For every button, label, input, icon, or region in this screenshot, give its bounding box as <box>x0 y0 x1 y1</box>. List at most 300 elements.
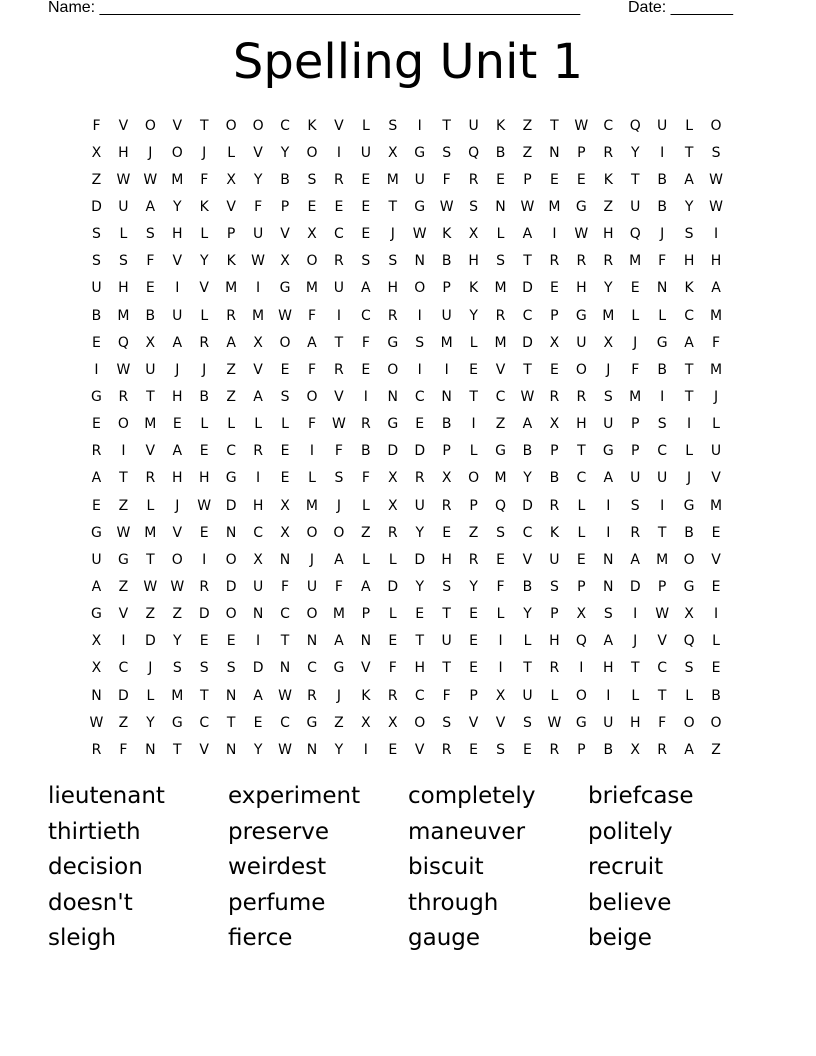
grid-letter: J <box>660 226 665 243</box>
word-list-item: decision <box>48 854 143 880</box>
grid-letter: Z <box>226 388 236 405</box>
grid-letter: O <box>117 416 129 433</box>
grid-letter: W <box>143 171 158 188</box>
word-bank <box>48 780 768 958</box>
grid-letter: Y <box>334 741 344 758</box>
grid-letter: N <box>495 198 506 215</box>
grid-letter: W <box>709 171 723 188</box>
grid-letter: R <box>91 443 102 460</box>
grid-letter: I <box>633 606 638 623</box>
word-list-item: recruit <box>588 854 664 880</box>
grid-letter: A <box>522 416 533 433</box>
grid-letter: T <box>684 361 694 378</box>
grid-letter: P <box>523 171 532 188</box>
grid-row <box>83 221 730 248</box>
grid-letter: I <box>256 280 261 297</box>
grid-letter: Z <box>118 497 129 514</box>
grid-letter: G <box>387 334 399 351</box>
grid-letter: G <box>602 443 614 460</box>
grid-letter: H <box>549 633 560 650</box>
grid-letter: V <box>711 470 721 487</box>
grid-letter: T <box>119 470 128 487</box>
grid-letter: C <box>307 660 317 677</box>
grid-letter: M <box>548 198 561 215</box>
grid-letter: S <box>172 660 182 677</box>
grid-letter: E <box>253 714 263 731</box>
grid-letter: F <box>712 334 721 351</box>
grid-letter: I <box>713 226 719 243</box>
grid-letter: E <box>549 171 559 188</box>
grid-letter: J <box>336 687 341 704</box>
grid-letter: A <box>307 334 317 351</box>
grid-letter: E <box>388 741 398 758</box>
grid-letter: U <box>252 226 264 243</box>
grid-letter: F <box>281 578 290 595</box>
grid-letter: E <box>361 198 371 215</box>
grid-letter: B <box>522 578 533 595</box>
grid-letter: R <box>549 388 560 405</box>
grid-letter: R <box>468 551 479 568</box>
grid-letter: E <box>415 606 425 623</box>
grid-letter: X <box>387 470 398 487</box>
grid-letter: Y <box>415 524 424 541</box>
grid-letter: P <box>577 144 586 161</box>
grid-row <box>83 601 730 628</box>
grid-letter: G <box>656 334 668 351</box>
grid-letter: D <box>629 578 641 595</box>
grid-letter: V <box>657 633 667 650</box>
grid-letter: I <box>713 606 719 623</box>
grid-letter: L <box>361 497 370 514</box>
grid-letter: M <box>305 497 319 514</box>
grid-letter: R <box>387 524 398 541</box>
grid-letter: L <box>550 687 559 704</box>
grid-letter: E <box>280 361 290 378</box>
grid-letter: R <box>226 307 237 324</box>
grid-letter: E <box>92 334 101 351</box>
grid-letter: D <box>198 606 210 623</box>
grid-letter: H <box>172 470 183 487</box>
grid-letter: T <box>334 334 344 351</box>
grid-letter: R <box>118 388 129 405</box>
grid-letter: C <box>226 443 237 460</box>
grid-letter: H <box>118 280 129 297</box>
grid-letter: H <box>603 226 614 243</box>
grid-letter: B <box>91 307 102 324</box>
grid-letter: U <box>91 280 102 297</box>
grid-letter: Y <box>469 578 478 595</box>
grid-letter: I <box>606 497 611 514</box>
grid-letter: M <box>709 361 723 378</box>
grid-letter: H <box>576 280 587 297</box>
grid-letter: O <box>575 361 587 378</box>
grid-letter: R <box>603 144 614 161</box>
grid-letter: I <box>94 361 99 378</box>
grid-letter: E <box>630 280 640 297</box>
grid-letter: I <box>336 144 341 161</box>
grid-letter: D <box>414 443 426 460</box>
grid-letter: E <box>576 551 586 568</box>
grid-letter: Q <box>575 633 587 650</box>
grid-letter: E <box>199 524 209 541</box>
grid-letter: G <box>91 606 102 623</box>
grid-letter: G <box>279 280 291 297</box>
grid-letter: O <box>710 714 722 731</box>
grid-letter: W <box>331 416 346 433</box>
grid-letter: S <box>496 524 505 541</box>
grid-letter: A <box>684 334 694 351</box>
grid-letter: O <box>225 551 237 568</box>
grid-letter: J <box>175 497 180 514</box>
word-list-item: briefcase <box>588 783 694 809</box>
grid-letter: T <box>146 551 155 568</box>
grid-letter: M <box>709 497 723 514</box>
grid-letter: M <box>494 334 507 351</box>
grid-letter: T <box>577 443 586 460</box>
grid-letter: T <box>388 198 398 215</box>
grid-letter: O <box>252 117 264 134</box>
grid-letter: M <box>171 171 184 188</box>
grid-letter: E <box>361 226 371 243</box>
grid-letter: N <box>414 253 425 270</box>
grid-letter: E <box>361 361 371 378</box>
grid-letter: C <box>280 117 290 134</box>
grid-letter: E <box>469 606 479 623</box>
grid-letter: I <box>202 551 207 568</box>
grid-letter: W <box>574 226 589 243</box>
grid-letter: Y <box>604 280 613 297</box>
grid-letter: D <box>144 633 156 650</box>
grid-row <box>83 492 730 519</box>
grid-letter: X <box>280 524 290 541</box>
grid-row <box>83 682 730 709</box>
grid-letter: X <box>549 334 560 351</box>
grid-letter: I <box>444 361 449 378</box>
grid-letter: W <box>170 578 185 595</box>
grid-letter: W <box>89 714 104 731</box>
grid-letter: U <box>576 334 587 351</box>
grid-letter: G <box>117 551 129 568</box>
grid-letter: X <box>630 741 641 758</box>
grid-letter: F <box>658 714 667 731</box>
grid-letter: M <box>225 280 238 297</box>
word-list-item: maneuver <box>408 818 526 845</box>
grid-letter: O <box>387 361 399 378</box>
grid-letter: L <box>577 524 586 541</box>
grid-letter: E <box>199 633 209 650</box>
grid-letter: W <box>116 361 131 378</box>
grid-row <box>83 356 730 383</box>
grid-letter: X <box>91 660 102 677</box>
grid-letter: T <box>550 117 559 134</box>
grid-letter: G <box>306 714 318 731</box>
grid-letter: U <box>91 551 102 568</box>
grid-letter: D <box>225 578 237 595</box>
grid-letter: Z <box>334 714 344 731</box>
grid-letter: S <box>415 334 425 351</box>
grid-letter: W <box>251 253 266 270</box>
grid-letter: S <box>388 117 398 134</box>
grid-letter: L <box>496 606 505 623</box>
grid-letter: C <box>495 388 506 405</box>
grid-letter: E <box>523 741 532 758</box>
grid-letter: E <box>549 280 559 297</box>
grid-letter: B <box>684 524 694 541</box>
grid-letter: X <box>91 633 102 650</box>
grid-letter: K <box>226 253 236 270</box>
grid-letter: C <box>253 524 263 541</box>
grid-letter: A <box>91 578 102 595</box>
word-list-item: weirdest <box>228 854 327 880</box>
grid-letter: M <box>252 307 265 324</box>
grid-letter: U <box>603 714 614 731</box>
grid-letter: T <box>199 687 209 704</box>
grid-letter: L <box>712 416 720 433</box>
grid-letter: K <box>469 280 479 297</box>
grid-letter: F <box>92 117 101 134</box>
word-list-item: lieutenant <box>48 783 165 809</box>
grid-letter: V <box>334 388 344 405</box>
grid-letter: G <box>683 497 695 514</box>
grid-letter: N <box>252 606 264 623</box>
grid-letter: L <box>631 307 640 324</box>
grid-letter: Y <box>469 307 478 324</box>
grid-letter: B <box>522 443 533 460</box>
grid-letter: W <box>520 388 535 405</box>
grid-letter: F <box>200 171 209 188</box>
grid-row <box>83 329 730 356</box>
grid-letter: H <box>683 253 695 270</box>
grid-letter: C <box>414 388 425 405</box>
grid-letter: V <box>172 117 183 134</box>
grid-letter: M <box>709 307 723 324</box>
grid-letter: W <box>116 524 131 541</box>
grid-letter: H <box>414 660 425 677</box>
grid-letter: A <box>603 633 614 650</box>
grid-letter: N <box>306 633 318 650</box>
grid-letter: H <box>172 388 183 405</box>
grid-letter: V <box>253 144 263 161</box>
grid-letter: U <box>306 578 318 595</box>
grid-letter: E <box>469 633 479 650</box>
grid-letter: R <box>414 470 425 487</box>
grid-letter: D <box>225 497 237 514</box>
grid-letter: X <box>495 687 506 704</box>
grid-letter: H <box>387 280 399 297</box>
grid-letter: H <box>576 416 587 433</box>
grid-letter: S <box>388 253 398 270</box>
grid-letter: X <box>387 497 398 514</box>
grid-letter: Z <box>118 714 129 731</box>
grid-letter: O <box>171 551 183 568</box>
grid-letter: E <box>496 171 505 188</box>
grid-letter: R <box>334 171 344 188</box>
grid-letter: S <box>226 660 236 677</box>
grid-letter: S <box>603 388 613 405</box>
grid-letter: S <box>469 198 479 215</box>
grid-letter: T <box>226 714 236 731</box>
grid-letter: P <box>550 307 559 324</box>
grid-letter: H <box>252 497 264 514</box>
grid-letter: N <box>225 524 237 541</box>
grid-letter: R <box>549 497 560 514</box>
grid-letter: T <box>173 741 182 758</box>
grid-letter: N <box>360 633 372 650</box>
grid-letter: E <box>549 361 559 378</box>
grid-letter: G <box>414 144 426 161</box>
grid-letter: D <box>387 578 399 595</box>
grid-letter: N <box>91 687 102 704</box>
word-list-item: through <box>408 889 499 916</box>
grid-letter: O <box>575 687 587 704</box>
grid-letter: N <box>145 741 156 758</box>
grid-letter: R <box>334 253 344 270</box>
grid-letter: N <box>225 741 237 758</box>
grid-letter: G <box>333 660 345 677</box>
grid-row <box>83 438 730 465</box>
grid-letter: E <box>334 198 344 215</box>
grid-letter: Y <box>199 253 209 270</box>
grid-letter: N <box>603 551 614 568</box>
grid-letter: H <box>468 253 479 270</box>
grid-letter: X <box>280 497 290 514</box>
grid-letter: Y <box>523 470 532 487</box>
grid-letter: G <box>387 416 399 433</box>
grid-letter: C <box>522 307 533 324</box>
grid-letter: N <box>279 551 291 568</box>
grid-letter: P <box>630 416 640 433</box>
grid-letter: O <box>306 253 318 270</box>
grid-letter: J <box>309 551 315 568</box>
grid-letter: B <box>603 741 614 758</box>
grid-letter: P <box>280 198 290 215</box>
grid-letter: A <box>684 741 694 758</box>
grid-letter: D <box>91 198 102 215</box>
grid-letter: O <box>225 606 237 623</box>
grid-letter: N <box>603 578 614 595</box>
grid-letter: W <box>709 198 723 215</box>
grid-letter: R <box>307 687 317 704</box>
grid-row <box>83 193 730 220</box>
grid-letter: U <box>657 470 668 487</box>
grid-letter: X <box>91 144 102 161</box>
page-title: Spelling Unit 1 <box>232 34 584 90</box>
grid-letter: K <box>495 117 506 134</box>
grid-letter: G <box>91 524 102 541</box>
grid-letter: F <box>254 198 263 215</box>
grid-letter: J <box>175 361 180 378</box>
grid-letter: R <box>253 443 263 460</box>
word-list-item: beige <box>588 925 652 951</box>
grid-letter: P <box>577 741 586 758</box>
grid-row <box>83 275 730 302</box>
grid-letter: X <box>387 714 398 731</box>
grid-letter: T <box>280 633 290 650</box>
grid-row <box>83 546 730 573</box>
grid-letter: A <box>684 171 694 188</box>
grid-letter: G <box>575 198 587 215</box>
grid-letter: X <box>307 226 317 243</box>
grid-letter: H <box>172 226 183 243</box>
grid-letter: M <box>629 253 642 270</box>
grid-letter: D <box>118 687 129 704</box>
grid-letter: U <box>630 198 641 215</box>
grid-letter: L <box>685 443 693 460</box>
grid-letter: E <box>280 443 290 460</box>
grid-letter: J <box>633 334 638 351</box>
grid-letter: A <box>172 334 183 351</box>
grid-letter: V <box>522 551 533 568</box>
grid-letter: U <box>333 280 345 297</box>
grid-letter: L <box>523 633 532 650</box>
grid-row <box>83 112 730 139</box>
grid-letter: B <box>657 198 667 215</box>
grid-letter: N <box>225 687 237 704</box>
grid-letter: I <box>363 741 368 758</box>
grid-letter: X <box>549 416 560 433</box>
grid-letter: S <box>334 470 344 487</box>
grid-letter: C <box>576 470 587 487</box>
grid-letter: U <box>252 578 264 595</box>
grid-letter: H <box>710 253 722 270</box>
grid-letter: I <box>606 524 611 541</box>
grid-letter: T <box>442 660 451 677</box>
grid-letter: D <box>414 551 426 568</box>
grid-letter: L <box>227 416 236 433</box>
grid-letter: M <box>602 307 615 324</box>
grid-letter: I <box>660 144 665 161</box>
grid-letter: B <box>361 443 371 460</box>
grid-letter: L <box>631 687 640 704</box>
grid-letter: W <box>116 171 131 188</box>
word-list-item: believe <box>588 889 672 916</box>
grid-letter: B <box>657 361 667 378</box>
grid-letter: E <box>576 171 586 188</box>
grid-letter: L <box>496 226 505 243</box>
grid-letter: R <box>91 741 102 758</box>
grid-letter: T <box>523 253 532 270</box>
grid-letter: F <box>334 443 343 460</box>
grid-letter: U <box>468 117 479 134</box>
grid-letter: L <box>227 144 236 161</box>
grid-letter: O <box>144 117 156 134</box>
grid-letter: A <box>361 578 371 595</box>
grid-letter: E <box>361 171 371 188</box>
grid-letter: C <box>334 226 344 243</box>
grid-letter: G <box>225 470 237 487</box>
grid-letter: S <box>145 226 155 243</box>
grid-letter: I <box>498 633 503 650</box>
grid-letter: V <box>468 714 479 731</box>
grid-letter: L <box>469 443 478 460</box>
grid-letter: S <box>92 253 101 270</box>
grid-letter: S <box>442 144 452 161</box>
grid-letter: P <box>442 443 451 460</box>
grid-row <box>83 628 730 655</box>
grid-letter: Y <box>173 198 182 215</box>
grid-letter: L <box>281 416 289 433</box>
grid-letter: Q <box>468 144 480 161</box>
grid-letter: I <box>363 388 368 405</box>
grid-letter: S <box>118 253 128 270</box>
grid-letter: G <box>495 443 506 460</box>
grid-letter: Z <box>172 606 183 623</box>
grid-letter: O <box>468 470 480 487</box>
grid-letter: I <box>606 687 611 704</box>
grid-letter: A <box>711 280 721 297</box>
grid-letter: B <box>711 687 721 704</box>
grid-letter: F <box>361 470 370 487</box>
